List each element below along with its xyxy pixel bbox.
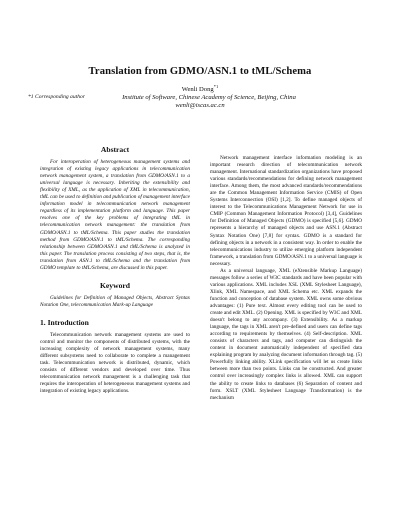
author-block bbox=[20, 84, 380, 109]
author-line bbox=[20, 84, 380, 93]
body-paragraph-1: Network management interface information modeling is an important research direction of telecommunication network management. International standardization organizations have proposed various standards/recommendations for defining network management interface. Among them, the most advanced standards/recommendations are the Common Management Information Service (CMIS) of Open Systems Interconnection (OSI) [1,2]. To define managed objects of interest to the Telecommunications Management Network for use in CMIP (Common Management Information Protocol) [3,4], Guidelines for Definition of Managed Objects (GDMO) is specified [5,6]. GDMO represents a hierarchy of managed objects and use ASN.1 (Abstract Syntax Notation One) [7,8] for syntax. GDMO is a standard for defining objects in a network in a consistent way. In order to enable the telecommunications industry to utilize emerging platform independent framework, a translation from GDMO/ASN.1 to a universal language is necessary. bbox=[210, 155, 362, 267]
introduction-heading: 1. Introduction bbox=[40, 317, 89, 327]
abstract-heading: Abstract bbox=[100, 145, 130, 154]
introduction-paragraph: Telecommunication network management systems are used to control and monitor the components of distributed systems, with the increasing complexity of network management systems, many different subsystems need to collaborate to complete a management task. Telecommunication network is distributed, dynamic, which consists of different vendors and developed over time. Thus telecommunication network management is a challenging task that requires the interoperation of heterogeneous management systems and integration of existing legacy applications. bbox=[40, 331, 190, 395]
affiliation: Institute of Software, Chinese Academy of Science, Beijing, China bbox=[122, 94, 296, 102]
keyword-text: Guidelines for Definition of Managed Objects, Abstract Syntax Notation One, telecommunication Mark-up Language bbox=[40, 294, 190, 308]
paper-title: Translation from GDMO/ASN.1 to tML/Schema bbox=[88, 66, 312, 77]
author-name: Wenli Dong bbox=[181, 86, 214, 94]
keyword-heading: Keyword bbox=[100, 280, 130, 290]
corresponding-author-note: *1 Corresponding author bbox=[28, 94, 85, 101]
abstract-text: For interoperation of heterogeneous management systems and integration of existing legacy applications in telecommunication network management system, a translation from GDMO/ASN.1 to a universal language is necessary. Inheriting the extensibility and flexibility of XML, as the application of XML in telecommunication, tML can be used to definition and publication of management interface information model in telecommunication network management regardless of its implementation platform and language. This paper resolves one of the key problems of integrating tML in telecommunication network management: the translation from GDMO/ASN.1 to tML/Schema. This paper studies the translation method from GDMO/ASN.1 to tML/Schema. The corresponding relationship between GDMO/ASN.1 and tML/Schema is analyzed in this paper. The translation process consisting of two steps, that is, the translation from ASN.1 to tML/Schema and the translation from GDMO template to tML/Schema, are discussed in this paper. bbox=[40, 159, 190, 271]
right-column bbox=[210, 155, 362, 402]
author-superscript: *1 bbox=[213, 84, 219, 89]
author-email: wenli@iscas.ac.cn bbox=[175, 102, 225, 110]
body-paragraph-2: As a universal language, XML (eXtensible Markup Language) messages follow a series of W3C standards and have been popular with various applications. XML includes XSL (XML Stylesheet Language), Xlink, XML Namespace, and XML Schema etc. XML expands the function and conception of database system. XML owns some obvious advantages: (1) Pure text. Almost every editing tool can be used to create and edit XML. (2) Opening. XML is specified by W3C and XML doesn't belong to any accompany. (3) Extensibility. As a markup language, the tags in XML aren't pre-defined and users can define tags according to requirements by themselves. (4) Self-description. XML consists of characters and tags, and computer can distinguish the content in document automatically independent of specified data explaining program by analyzing document information through tag. (5) Powerfully linking ability. XLink specification will let us create links between more than two points. Links can be constructed. And greater control over increasingly complex links is allowed. XML can support the ability to create links to databases (6) Separation of content and form. XSLT (XML Stylesheet Language Transformation) is the mechanism bbox=[210, 267, 362, 401]
left-column bbox=[40, 146, 190, 395]
affiliation-row bbox=[20, 94, 380, 101]
